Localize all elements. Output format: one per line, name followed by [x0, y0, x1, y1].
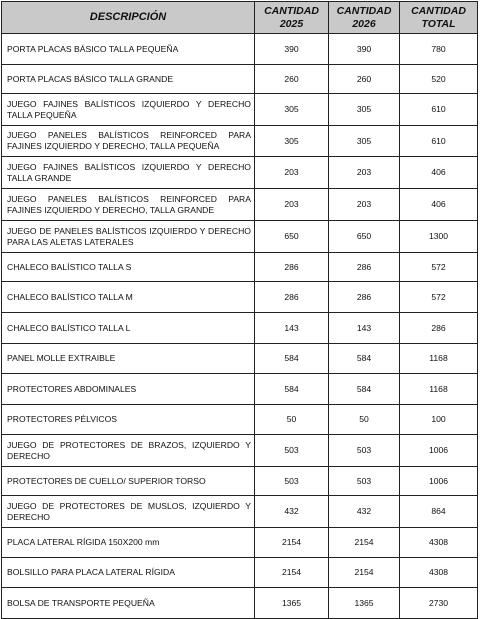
row-description: PANEL MOLLE EXTRAIBLE: [2, 344, 255, 374]
table-row: [2, 157, 478, 189]
table-header-row: [2, 2, 478, 34]
row-description: CHALECO BALÍSTICO TALLA S: [2, 253, 255, 282]
row-qty-total: 406: [400, 189, 478, 221]
row-qty-2026: 584: [329, 374, 400, 405]
table-row: [2, 94, 478, 126]
table-row: [2, 467, 478, 496]
row-qty-total: 864: [400, 496, 478, 528]
row-qty-2025: 2154: [255, 528, 329, 558]
row-qty-2025: 432: [255, 496, 329, 528]
row-qty-2026: 432: [329, 496, 400, 528]
table-row: [2, 344, 478, 374]
table-row: [2, 496, 478, 528]
row-qty-2026: 203: [329, 189, 400, 221]
row-qty-total: 572: [400, 253, 478, 282]
row-qty-2025: 584: [255, 344, 329, 374]
row-qty-2025: 650: [255, 221, 329, 253]
row-description: JUEGO FAJINES BALÍSTICOS IZQUIERDO Y DERECHO TALLA PEQUEÑA: [2, 94, 255, 126]
row-qty-2026: 305: [329, 94, 400, 126]
row-description: JUEGO DE PROTECTORES DE BRAZOS, IZQUIERDO Y DERECHO: [2, 435, 255, 467]
row-description: PROTECTORES ABDOMINALES: [2, 374, 255, 405]
row-description: PROTECTORES DE CUELLO/ SUPERIOR TORSO: [2, 467, 255, 496]
row-qty-2025: 50: [255, 405, 329, 435]
table-row: [2, 282, 478, 313]
row-description: JUEGO DE PROTECTORES DE MUSLOS, IZQUIERDO Y DERECHO: [2, 496, 255, 528]
table-row: [2, 405, 478, 435]
row-description: JUEGO PANELES BALÍSTICOS REINFORCED PARA FAJINES IZQUIERDO Y DERECHO, TALLA PEQUEÑA: [2, 126, 255, 157]
row-qty-2025: 503: [255, 467, 329, 496]
table-row: [2, 189, 478, 221]
row-qty-2026: 503: [329, 435, 400, 467]
row-qty-2026: 503: [329, 467, 400, 496]
header-qty-2025: CANTIDAD 2025: [255, 2, 329, 34]
row-qty-2026: 286: [329, 253, 400, 282]
row-qty-total: 406: [400, 157, 478, 189]
table-row: [2, 435, 478, 467]
row-qty-2025: 305: [255, 126, 329, 157]
row-qty-2026: 2154: [329, 528, 400, 558]
header-description: DESCRIPCIÓN: [2, 2, 255, 34]
table-row: [2, 374, 478, 405]
table-row: [2, 558, 478, 588]
row-description: PORTA PLACAS BÁSICO TALLA PEQUEÑA: [2, 34, 255, 65]
row-description: PLACA LATERAL RÍGIDA 150X200 mm: [2, 528, 255, 558]
row-qty-2025: 286: [255, 282, 329, 313]
row-description: JUEGO DE PANELES BALÍSTICOS IZQUIERDO Y DERECHO PARA LAS ALETAS LATERALES: [2, 221, 255, 253]
row-qty-2026: 203: [329, 157, 400, 189]
row-qty-2026: 390: [329, 34, 400, 65]
row-qty-2026: 260: [329, 65, 400, 94]
row-qty-2026: 50: [329, 405, 400, 435]
row-qty-total: 1006: [400, 467, 478, 496]
header-qty-total: CANTIDAD TOTAL: [400, 2, 478, 34]
table-row: [2, 65, 478, 94]
table-row: [2, 221, 478, 253]
row-qty-total: 1168: [400, 374, 478, 405]
row-description: CHALECO BALÍSTICO TALLA L: [2, 313, 255, 344]
row-description: JUEGO PANELES BALÍSTICOS REINFORCED PARA FAJINES IZQUIERDO Y DERECHO, TALLA GRANDE: [2, 189, 255, 221]
row-description: BOLSILLO PARA PLACA LATERAL RÍGIDA: [2, 558, 255, 588]
row-description: PORTA PLACAS BÁSICO TALLA GRANDE: [2, 65, 255, 94]
row-qty-2025: 260: [255, 65, 329, 94]
row-qty-2025: 1365: [255, 588, 329, 619]
table-row: [2, 588, 478, 619]
row-qty-2025: 203: [255, 157, 329, 189]
header-qty-2026: CANTIDAD 2026: [329, 2, 400, 34]
row-description: CHALECO BALÍSTICO TALLA M: [2, 282, 255, 313]
row-qty-2026: 305: [329, 126, 400, 157]
table-row: [2, 253, 478, 282]
row-qty-2026: 584: [329, 344, 400, 374]
row-qty-total: 1168: [400, 344, 478, 374]
table-row: [2, 34, 478, 65]
row-qty-total: 1006: [400, 435, 478, 467]
row-description: JUEGO FAJINES BALÍSTICOS IZQUIERDO Y DERECHO TALLA GRANDE: [2, 157, 255, 189]
row-qty-2026: 286: [329, 282, 400, 313]
row-qty-total: 4308: [400, 528, 478, 558]
row-qty-total: 1300: [400, 221, 478, 253]
row-qty-2025: 143: [255, 313, 329, 344]
row-qty-total: 520: [400, 65, 478, 94]
row-qty-total: 780: [400, 34, 478, 65]
row-qty-total: 610: [400, 126, 478, 157]
table-row: [2, 126, 478, 157]
row-qty-total: 100: [400, 405, 478, 435]
row-qty-total: 572: [400, 282, 478, 313]
row-qty-2025: 584: [255, 374, 329, 405]
row-description: PROTECTORES PÉLVICOS: [2, 405, 255, 435]
row-qty-2025: 2154: [255, 558, 329, 588]
row-qty-2025: 503: [255, 435, 329, 467]
row-qty-2026: 2154: [329, 558, 400, 588]
table-row: [2, 528, 478, 558]
row-qty-total: 2730: [400, 588, 478, 619]
row-qty-total: 610: [400, 94, 478, 126]
row-qty-total: 4308: [400, 558, 478, 588]
row-qty-2025: 305: [255, 94, 329, 126]
table-row: [2, 313, 478, 344]
quantities-table: [1, 1, 478, 619]
row-description: BOLSA DE TRANSPORTE PEQUEÑA: [2, 588, 255, 619]
row-qty-2026: 143: [329, 313, 400, 344]
row-qty-2025: 286: [255, 253, 329, 282]
row-qty-2026: 650: [329, 221, 400, 253]
row-qty-2025: 203: [255, 189, 329, 221]
row-qty-2026: 1365: [329, 588, 400, 619]
row-qty-2025: 390: [255, 34, 329, 65]
row-qty-total: 286: [400, 313, 478, 344]
